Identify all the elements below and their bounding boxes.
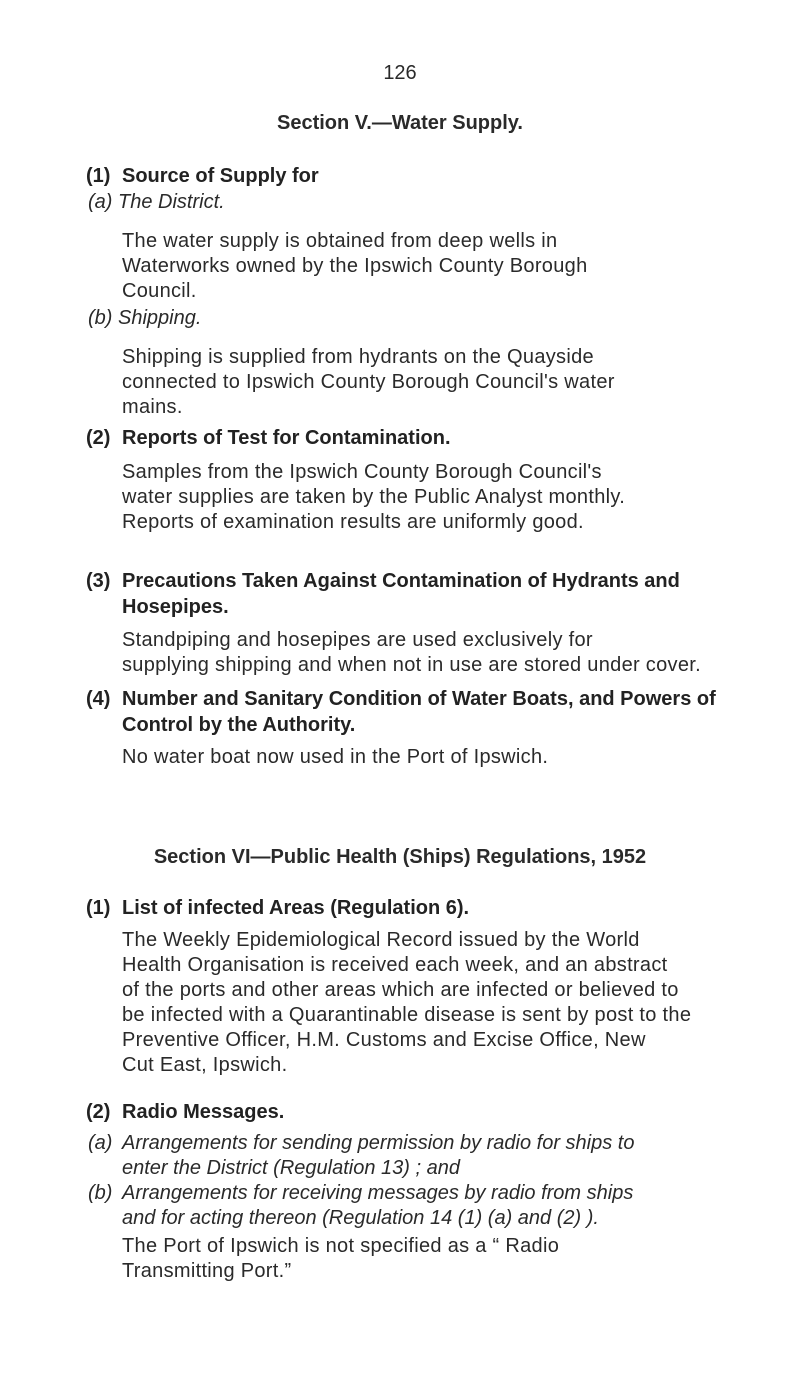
item-number: (4) (86, 688, 111, 710)
item-number: (1) (86, 165, 111, 187)
text-line: Health Organisation is received each week, and an abstract (122, 954, 668, 976)
paragraph-district-supply (122, 229, 752, 304)
section-vi-title: Section VI—Public Health (Ships) Regulations, 1952 (153, 846, 647, 868)
radio-item-b (88, 1181, 633, 1231)
heading-text: Source of Supply for (122, 165, 319, 187)
heading-text: Reports of Test for Contamination. (122, 427, 451, 449)
heading-text: Number and Sanitary Condition of Water Boats, and Powers of (122, 688, 716, 710)
section-vi-item-2-heading (86, 1099, 284, 1125)
section-v-item-3-heading (86, 568, 680, 620)
text-line: Arrangements for sending permission by radio for ships to (122, 1132, 635, 1154)
text-line: Transmitting Port.” (122, 1260, 292, 1282)
text-line: of the ports and other areas which are infected or believed to (122, 979, 679, 1001)
section-v-item-2-heading (86, 425, 451, 451)
text-line: Council. (122, 280, 197, 302)
text-line: Samples from the Ipswich County Borough Council's (122, 461, 602, 483)
text-line: water supplies are taken by the Public Analyst monthly. (122, 486, 626, 508)
item-label: (b) (88, 1182, 113, 1204)
subheading-the-district: (a) The District. (88, 191, 225, 213)
subheading-shipping: (b) Shipping. (88, 307, 202, 329)
item-number: (2) (86, 1101, 111, 1123)
text-line: The water supply is obtained from deep wells in (122, 230, 558, 252)
text-line: The Weekly Epidemiological Record issued by the World (122, 929, 640, 951)
text-line: Cut East, Ipswich. (122, 1054, 288, 1076)
section-vi-item-1-heading (86, 895, 469, 921)
text-line: The Port of Ipswich is not specified as a “ Radio (122, 1235, 560, 1257)
heading-text-continued: Hosepipes. (122, 596, 229, 618)
paragraph-radio-port (122, 1234, 752, 1284)
paragraph-infected-areas (122, 928, 752, 1078)
text-line: connected to Ipswich County Borough Council's water (122, 371, 615, 393)
text-line: enter the District (Regulation 13) ; and (122, 1157, 460, 1179)
text-line: Shipping is supplied from hydrants on the Quayside (122, 346, 594, 368)
heading-text: List of infected Areas (Regulation 6). (122, 897, 470, 919)
text-line: and for acting thereon (Regulation 14 (1) (a) and (2) ). (122, 1207, 599, 1229)
text-line: Preventive Officer, H.M. Customs and Excise Office, New (122, 1029, 646, 1051)
section-v-item-4-heading (86, 686, 716, 738)
text-line: Arrangements for receiving messages by radio from ships (122, 1182, 634, 1204)
heading-text: Precautions Taken Against Contamination of Hydrants and (122, 570, 680, 592)
page-number: 126 (383, 62, 417, 84)
radio-item-a (88, 1131, 634, 1181)
text-line: be infected with a Quarantinable disease is sent by post to the (122, 1004, 692, 1026)
item-label: (a) (88, 1132, 113, 1154)
paragraph-contamination-reports (122, 460, 752, 535)
paragraph-shipping-supply (122, 345, 752, 420)
text-line: No water boat now used in the Port of Ipswich. (122, 746, 549, 768)
item-number: (3) (86, 570, 111, 592)
paragraph-precautions (122, 628, 752, 678)
text-line: supplying shipping and when not in use are stored under cover. (122, 654, 701, 676)
item-number: (1) (86, 897, 111, 919)
section-v-title: Section V.—Water Supply. (277, 112, 523, 134)
paragraph-water-boats (122, 745, 752, 770)
heading-text: Radio Messages. (122, 1101, 285, 1123)
text-line: mains. (122, 396, 183, 418)
item-number: (2) (86, 427, 111, 449)
text-line: Reports of examination results are uniformly good. (122, 511, 584, 533)
text-line: Standpiping and hosepipes are used exclusively for (122, 629, 593, 651)
text-line: Waterworks owned by the Ipswich County Borough (122, 255, 588, 277)
heading-text-continued: Control by the Authority. (122, 714, 356, 736)
section-v-item-1-heading (86, 163, 319, 189)
